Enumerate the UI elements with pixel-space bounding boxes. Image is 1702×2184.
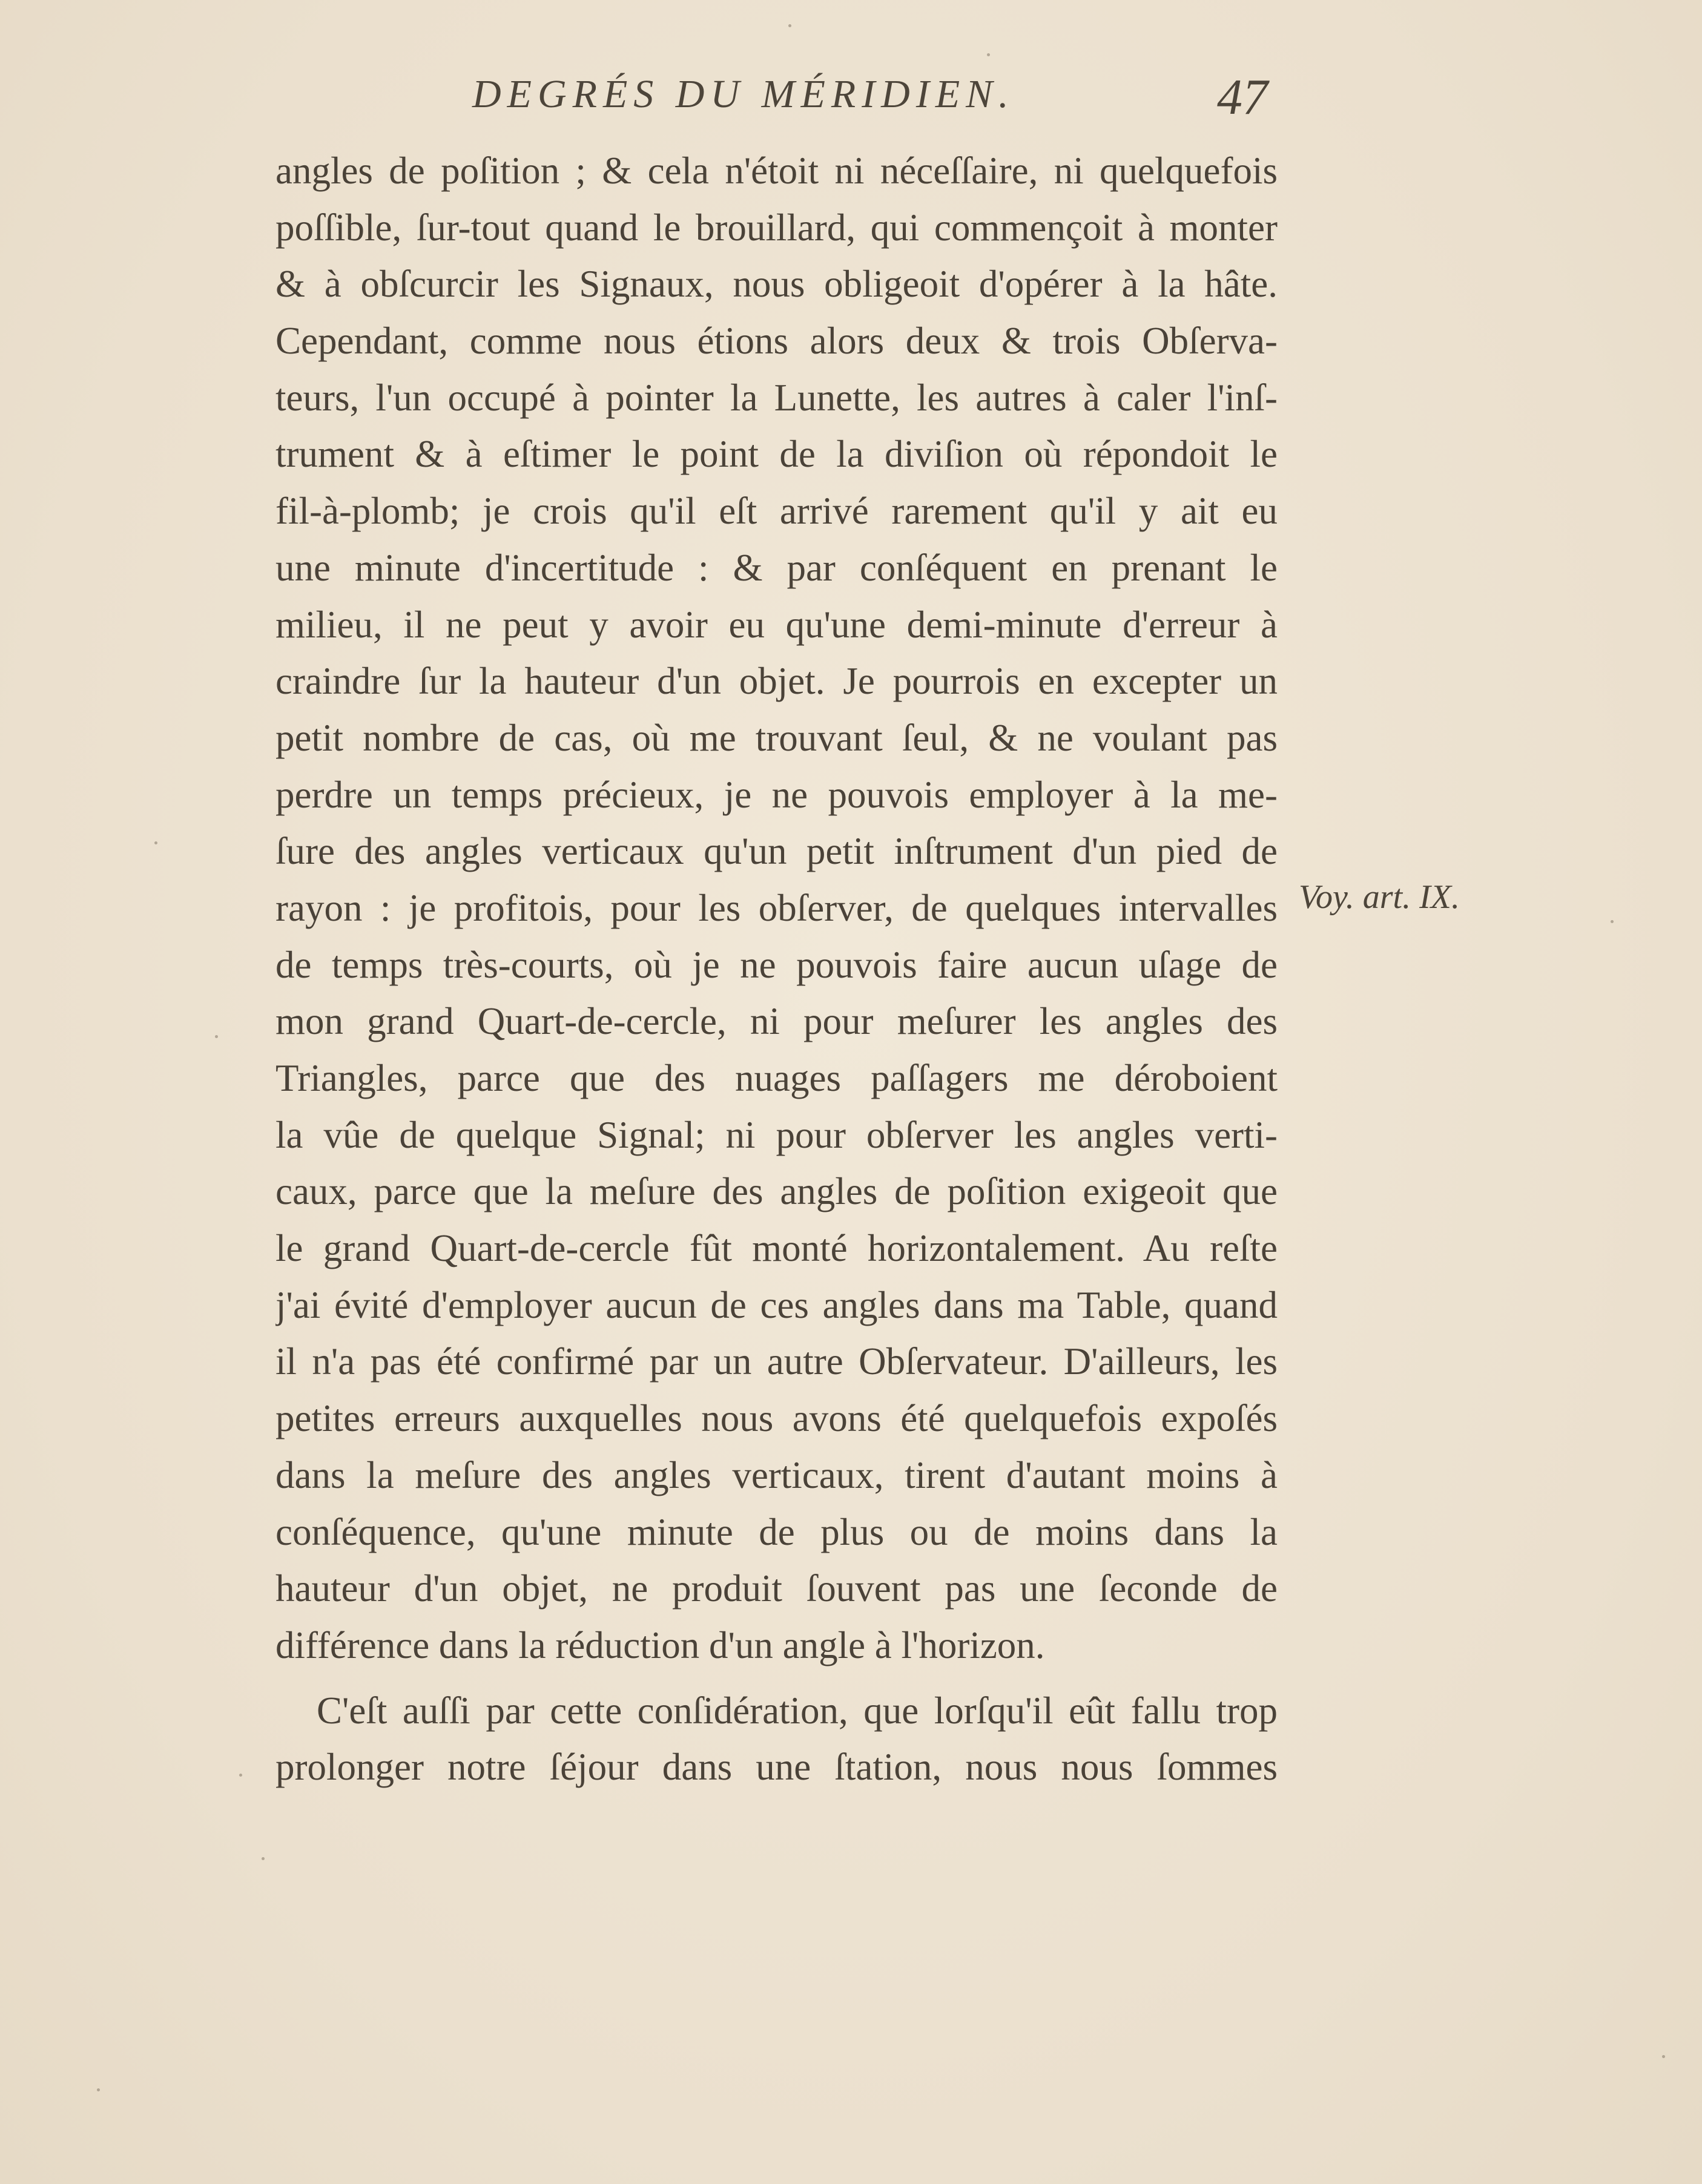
text-line: mon grand Quart-de-cercle, ni pour meſurer les angles des [275, 1000, 1278, 1043]
text-line: caux, parce que la meſure des angles de poſition exigeoit que [275, 1170, 1278, 1213]
text-line: Cependant, comme nous étions alors deux & trois Obſerva- [275, 320, 1278, 363]
paper-speck [239, 1774, 242, 1777]
paper-speck [215, 1035, 218, 1038]
text-line: milieu, il ne peut y avoir eu qu'une demi-minute d'erreur à [275, 603, 1278, 646]
text-line: perdre un temps précieux, je ne pouvois employer à la me- [275, 773, 1278, 816]
body-text [275, 143, 1278, 1796]
page-number: 47 [1217, 69, 1268, 125]
text-line: & à obſcurcir les Signaux, nous obligeoit d'opérer à la hâte. [275, 263, 1278, 306]
text-line: teurs, l'un occupé à pointer la Lunette, les autres à caler l'inſ- [275, 376, 1278, 419]
text-line: de temps très-courts, où je ne pouvois faire aucun uſage de [275, 943, 1278, 986]
text-line: prolonger notre ſéjour dans une ſtation, nous nous ſommes [275, 1746, 1278, 1789]
text-line: Triangles, parce que des nuages paſſagers me déroboient [275, 1057, 1278, 1099]
text-line: ſure des angles verticaux qu'un petit inſtrument d'un pied de [275, 830, 1278, 873]
text-line: la vûe de quelque Signal; ni pour obſerver les angles verti- [275, 1113, 1278, 1156]
paper-speck [987, 53, 990, 56]
paper-speck [262, 1857, 265, 1860]
text-line: dans la meſure des angles verticaux, tirent d'autant moins à [275, 1453, 1278, 1496]
paper-speck [97, 2088, 100, 2091]
paper-speck [788, 24, 791, 27]
text-line: petites erreurs auxquelles nous avons été quelquefois expoſés [275, 1397, 1278, 1440]
text-line: j'ai évité d'employer aucun de ces angles dans ma Table, quand [275, 1283, 1278, 1326]
running-title: DEGRÉS DU MÉRIDIEN. [472, 72, 1015, 116]
text-line: une minute d'incertitude : & par conſéquent en prenant le [275, 546, 1278, 589]
text-line: petit nombre de cas, où me trouvant ſeul, & ne voulant pas [275, 716, 1278, 759]
text-line: C'eſt auſſi par cette conſidération, que lorſqu'il eût fallu trop [317, 1689, 1278, 1732]
text-line: différence dans la réduction d'un angle à l'horizon. [275, 1623, 1045, 1666]
text-line: poſſible, ſur-tout quand le brouillard, qui commençoit à monter [275, 206, 1278, 249]
margin-note: Voy. art. IX. [1299, 878, 1460, 916]
paper-speck [154, 841, 157, 844]
text-line: fil-à-plomb; je crois qu'il eſt arrivé rarement qu'il y ait eu [275, 490, 1278, 533]
text-line: craindre ſur la hauteur d'un objet. Je pourrois en excepter un [275, 660, 1278, 703]
paper-speck [1611, 920, 1614, 923]
text-line: il n'a pas été confirmé par un autre Obſervateur. D'ailleurs, les [275, 1340, 1278, 1383]
text-line: angles de poſition ; & cela n'étoit ni néceſſaire, ni quelquefois [275, 150, 1278, 192]
text-line: le grand Quart-de-cercle fût monté horizontalement. Au reſte [275, 1227, 1278, 1270]
text-line: conſéquence, qu'une minute de plus ou de moins dans la [275, 1510, 1278, 1553]
text-line: trument & à eſtimer le point de la diviſion où répondoit le [275, 433, 1278, 476]
text-line: rayon : je profitois, pour les obſerver, de quelques intervalles [275, 886, 1278, 929]
paper-speck [1662, 2055, 1665, 2058]
text-line: hauteur d'un objet, ne produit ſouvent pas une ſeconde de [275, 1567, 1278, 1610]
